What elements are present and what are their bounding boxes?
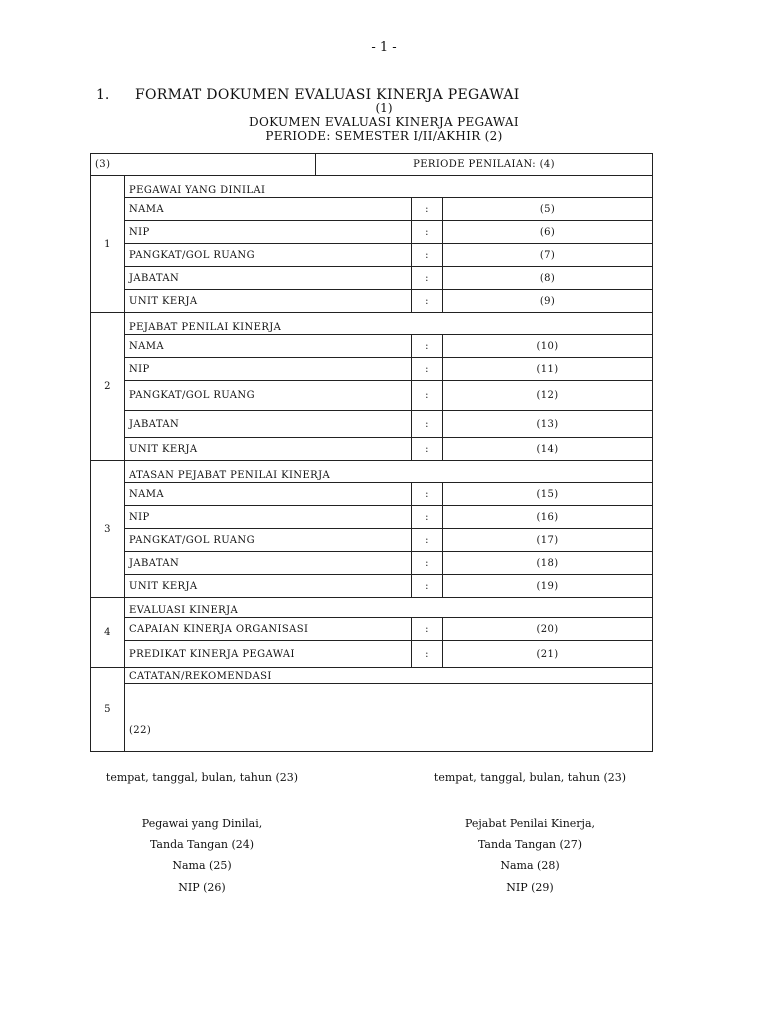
document-title: DOKUMEN EVALUASI KINERJA PEGAWAI [249, 115, 519, 129]
header-code-cell: (3) [91, 154, 316, 176]
heading-number: 1. [96, 87, 110, 103]
field-value: (11) [443, 358, 653, 381]
field-colon: : [412, 411, 443, 438]
signer-name: Nama (28) [500, 859, 560, 872]
table-row [91, 575, 653, 598]
section-title: EVALUASI KINERJA [125, 598, 653, 618]
field-label: PANGKAT/GOL RUANG [125, 244, 412, 267]
field-label: NIP [125, 506, 412, 529]
field-colon: : [412, 575, 443, 598]
field-value: (7) [443, 244, 653, 267]
section-title-row [91, 313, 653, 335]
table-row [91, 335, 653, 358]
field-value: (14) [443, 438, 653, 461]
table-row [91, 198, 653, 221]
signer-role: Pegawai yang Dinilai, [141, 817, 263, 830]
field-colon: : [412, 198, 443, 221]
place-date: tempat, tanggal, bulan, tahun (23) [105, 771, 299, 784]
place-date: tempat, tanggal, bulan, tahun (23) [433, 771, 627, 784]
heading-title: FORMAT DOKUMEN EVALUASI KINERJA PEGAWAI [135, 87, 520, 103]
table-row [91, 221, 653, 244]
notes-row [91, 684, 653, 752]
document-ref: (1) [375, 101, 393, 115]
section-number: 2 [91, 313, 125, 461]
field-colon: : [412, 358, 443, 381]
section-number: 1 [91, 176, 125, 313]
field-colon: : [412, 335, 443, 358]
evaluation-form-table [90, 153, 653, 752]
table-row [91, 381, 653, 411]
header-period-cell: PERIODE PENILAIAN: (4) [316, 154, 653, 176]
section-title-row [91, 598, 653, 618]
field-colon: : [412, 267, 443, 290]
signer-name: Nama (25) [172, 859, 232, 872]
field-label: UNIT KERJA [125, 290, 412, 313]
field-value: (16) [443, 506, 653, 529]
field-label: NIP [125, 221, 412, 244]
signer-nip: NIP (29) [506, 881, 554, 894]
field-label: NAMA [125, 335, 412, 358]
section-title-row [91, 176, 653, 198]
table-row [91, 618, 653, 641]
field-value: (10) [443, 335, 653, 358]
field-value: (12) [443, 381, 653, 411]
table-row [91, 267, 653, 290]
field-label: JABATAN [125, 411, 412, 438]
field-colon: : [412, 529, 443, 552]
field-value: (6) [443, 221, 653, 244]
field-value: (17) [443, 529, 653, 552]
section-title-row [91, 461, 653, 483]
field-label: UNIT KERJA [125, 438, 412, 461]
field-value: (8) [443, 267, 653, 290]
table-row [91, 358, 653, 381]
signature-block-employee [72, 771, 332, 911]
field-label: PANGKAT/GOL RUANG [125, 381, 412, 411]
section-title: PEGAWAI YANG DINILAI [125, 176, 653, 198]
field-colon: : [412, 290, 443, 313]
page-number: - 1 - [371, 40, 397, 55]
field-colon: : [412, 483, 443, 506]
field-colon: : [412, 552, 443, 575]
field-label: UNIT KERJA [125, 575, 412, 598]
signature-placeholder: Tanda Tangan (27) [477, 838, 583, 851]
table-row [91, 641, 653, 668]
field-label: NAMA [125, 198, 412, 221]
field-value: (20) [443, 618, 653, 641]
notes-ref: (22) [129, 725, 152, 736]
table-row [91, 506, 653, 529]
field-colon: : [412, 221, 443, 244]
field-colon: : [412, 618, 443, 641]
section-title: PEJABAT PENILAI KINERJA [125, 313, 653, 335]
field-colon: : [412, 506, 443, 529]
field-label: NAMA [125, 483, 412, 506]
field-value: (9) [443, 290, 653, 313]
table-row [91, 438, 653, 461]
section-number: 3 [91, 461, 125, 598]
table-row [91, 529, 653, 552]
signer-role: Pejabat Penilai Kinerja, [464, 817, 596, 830]
field-colon: : [412, 381, 443, 411]
field-label: JABATAN [125, 552, 412, 575]
field-value: (21) [443, 641, 653, 668]
section-number: 5 [91, 668, 125, 752]
section-title-row [91, 668, 653, 684]
table-header-row [91, 154, 653, 176]
signature-placeholder: Tanda Tangan (24) [149, 838, 255, 851]
table-row [91, 411, 653, 438]
field-value: (13) [443, 411, 653, 438]
field-label: CAPAIAN KINERJA ORGANISASI [125, 618, 412, 641]
section-title: CATATAN/REKOMENDASI [125, 668, 653, 684]
field-colon: : [412, 244, 443, 267]
field-label: NIP [125, 358, 412, 381]
signature-block-assessor [400, 771, 660, 911]
notes-area [125, 684, 653, 752]
document-period: PERIODE: SEMESTER I/II/AKHIR (2) [265, 129, 503, 143]
table-row [91, 290, 653, 313]
signer-nip: NIP (26) [178, 881, 226, 894]
section-number: 4 [91, 598, 125, 668]
field-colon: : [412, 641, 443, 668]
field-value: (18) [443, 552, 653, 575]
section-title: ATASAN PEJABAT PENILAI KINERJA [125, 461, 653, 483]
field-value: (15) [443, 483, 653, 506]
field-value: (5) [443, 198, 653, 221]
field-label: JABATAN [125, 267, 412, 290]
field-label: PREDIKAT KINERJA PEGAWAI [125, 641, 412, 668]
table-row [91, 244, 653, 267]
field-value: (19) [443, 575, 653, 598]
table-row [91, 483, 653, 506]
field-colon: : [412, 438, 443, 461]
field-label: PANGKAT/GOL RUANG [125, 529, 412, 552]
table-row [91, 552, 653, 575]
